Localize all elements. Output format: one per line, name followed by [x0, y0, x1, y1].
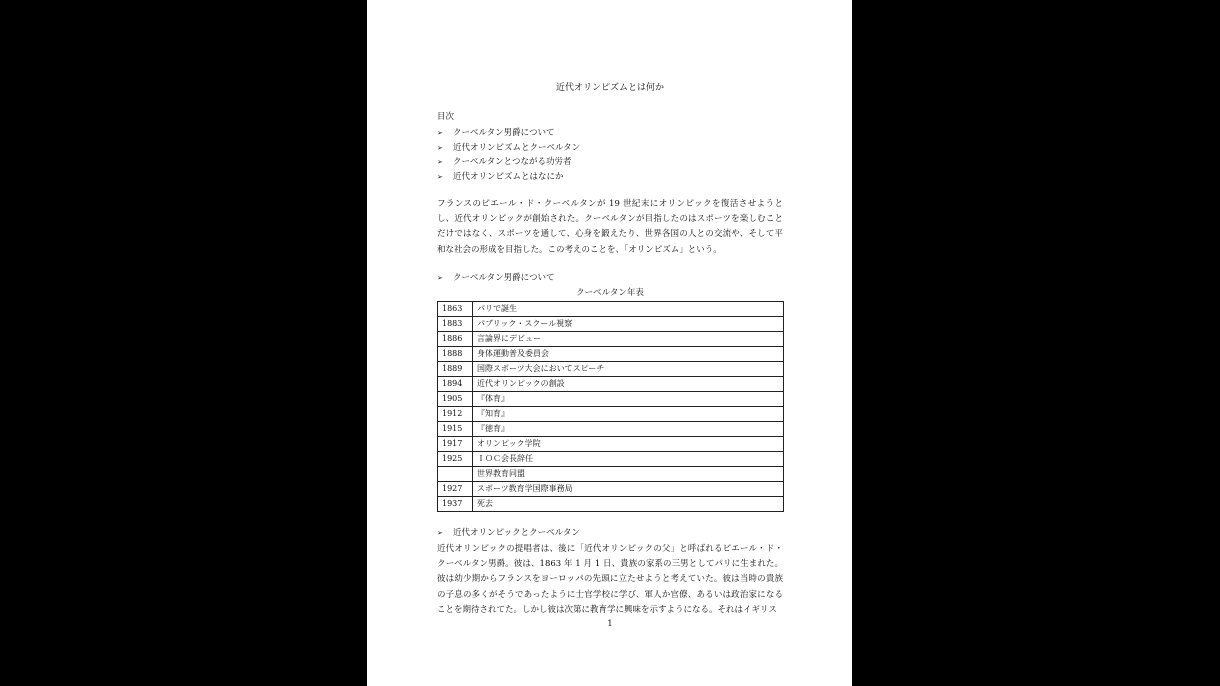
- toc-item: ➢ 近代オリンピズムとクーベルタン: [437, 141, 580, 156]
- toc-item: ➢ 近代オリンピズムとはなにか: [437, 170, 580, 185]
- arrow-bullet-icon: ➢: [437, 172, 443, 181]
- table-row: [438, 407, 784, 422]
- toc-heading: 目次: [437, 112, 455, 122]
- year-cell: [438, 467, 473, 482]
- document-title: 近代オリンピズムとは何か: [555, 83, 664, 93]
- table-of-contents: [437, 126, 580, 184]
- table-row: [438, 317, 784, 332]
- toc-item: ➢ クーベルタン男爵について: [437, 126, 580, 141]
- arrow-bullet-icon: ➢: [437, 143, 443, 152]
- event-cell: 言論界にデビュー: [473, 332, 784, 347]
- toc-item: ➢ クーベルタンとつながる功労者: [437, 155, 580, 170]
- arrow-bullet-icon: ➢: [437, 158, 443, 167]
- page-number: 1: [607, 619, 613, 629]
- table-row: [438, 392, 784, 407]
- event-cell: 国際スポーツ大会においてスピーチ: [473, 362, 784, 377]
- event-cell: パブリック・スクール視察: [473, 317, 784, 332]
- document-page: [367, 0, 852, 686]
- intro-paragraph: フランスのピエール・ド・クーベルタンが 19 世紀末にオリンピックを復活させようとし、近代オリンピックが創始された。クーベルタンが目指したのはスポーツを楽しむことだけではなく、スポーツを通して、心身を鍛えたり、世界各国の人との交流や、そして平和な社会の形成を目指した。この考えのことを、「オリンピズム」という。: [437, 199, 783, 255]
- arrow-bullet-icon: ➢: [437, 274, 443, 282]
- year-cell: 1863: [438, 302, 473, 317]
- year-cell: 1915: [438, 422, 473, 437]
- event-cell: 『徳育』: [473, 422, 784, 437]
- table-row: [438, 302, 784, 317]
- year-cell: 1889: [438, 362, 473, 377]
- year-cell: 1937: [438, 497, 473, 512]
- table-row: [438, 497, 784, 512]
- section-heading: ➢ クーベルタン男爵について: [437, 273, 555, 283]
- year-cell: 1925: [438, 452, 473, 467]
- table-row: [438, 467, 784, 482]
- year-cell: 1905: [438, 392, 473, 407]
- arrow-bullet-icon: ➢: [437, 129, 443, 137]
- year-cell: 1894: [438, 377, 473, 392]
- event-cell: 身体運動普及委員会: [473, 347, 784, 362]
- table-row: [438, 332, 784, 347]
- event-cell: 『知育』: [473, 407, 784, 422]
- event-cell: 近代オリンピックの創設: [473, 377, 784, 392]
- arrow-bullet-icon: ➢: [437, 529, 443, 537]
- event-cell: オリンピック学院: [473, 437, 784, 452]
- year-cell: 1927: [438, 482, 473, 497]
- event-cell: 世界教育同盟: [473, 467, 784, 482]
- table-row: [438, 437, 784, 452]
- year-cell: 1917: [438, 437, 473, 452]
- year-cell: 1888: [438, 347, 473, 362]
- event-cell: 『体育』: [473, 392, 784, 407]
- year-cell: 1912: [438, 407, 473, 422]
- event-cell: ＩＯＣ会長辞任: [473, 452, 784, 467]
- table-row: [438, 377, 784, 392]
- year-cell: 1886: [438, 332, 473, 347]
- event-cell: スポーツ教育学国際事務局: [473, 482, 784, 497]
- table-row: [438, 362, 784, 377]
- body-paragraph: 近代オリンピックの提唱者は、後に「近代オリンピックの父」と呼ばれるピエール・ド・クーベルタン男爵。彼は、1863 年 1 月 1 日、貴族の家系の三男としてパリに生まれた。彼は幼少期からフランスをヨーロッパの先頭に立たせようと考えていた。彼は当時の貴族の子息の多くがそうであったように士官学校に学び、軍人か官僚、あるいは政治家になることを期待されてた。しかし彼は次第に教育学に興味を示すようになる。それはイギリス: [437, 544, 783, 615]
- event-cell: パリで誕生: [473, 302, 784, 317]
- table-row: [438, 482, 784, 497]
- year-cell: 1883: [438, 317, 473, 332]
- event-cell: 死去: [473, 497, 784, 512]
- table-row: [438, 422, 784, 437]
- section-heading: ➢ 近代オリンピックとクーベルタン: [437, 528, 580, 538]
- table-row: [438, 347, 784, 362]
- table-row: [438, 452, 784, 467]
- timeline-table: [437, 301, 784, 512]
- table-caption: クーベルタン年表: [576, 288, 644, 298]
